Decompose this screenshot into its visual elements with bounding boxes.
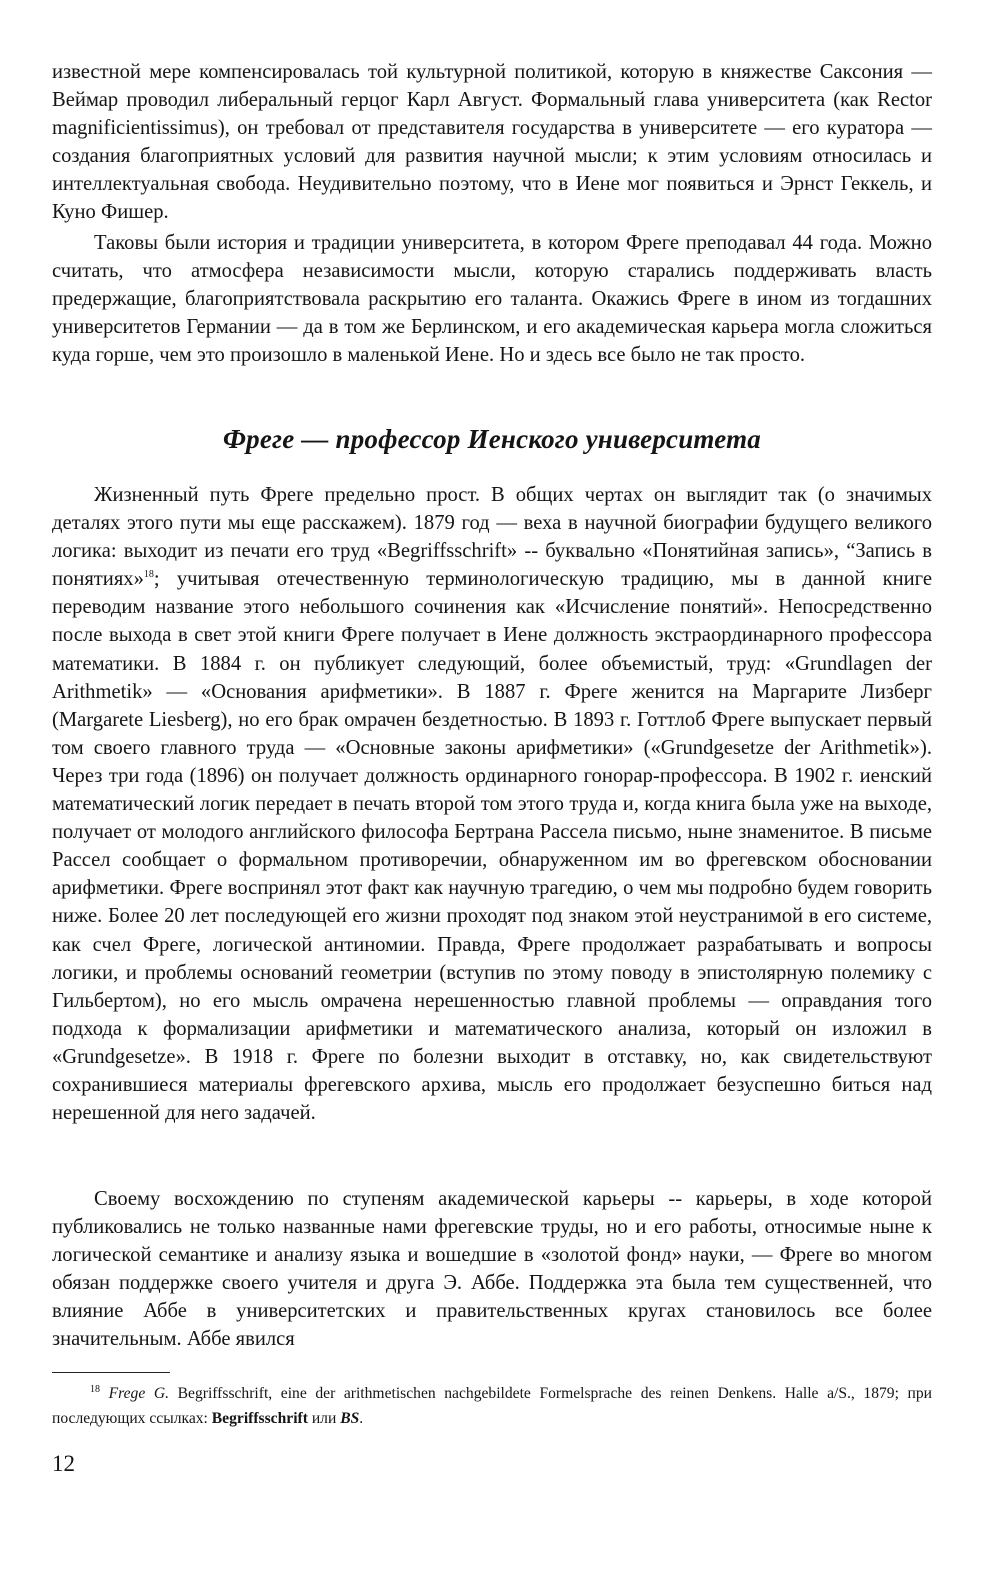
footnote-citation: Begriffsschrift, eine der arithmetischen nachgebildete Formelsprache des reinen Denkens. Halle a/S., 1879; при последующих ссылках: (52, 1385, 933, 1427)
footnote-abbreviation: BS (340, 1410, 360, 1427)
paragraph-life-start: Жизненный путь Фреге предельно прост. В общих чертах он выглядит так (о значимых деталях этого пути мы еще расскажем). 1879 год — веха в научной биографии будущего великого логика: выходит из печати его труд «Begriffsschrift» -- буквально «Понятийная запись», “Запись в понятиях» (52, 484, 932, 591)
paragraph-life (52, 481, 932, 1127)
footnote-end: . (359, 1410, 364, 1427)
footnote-marker: 18 (90, 1383, 100, 1395)
footnote-author: Frege G. (108, 1385, 170, 1402)
footnote-short-title: Begriffsschrift (211, 1410, 308, 1427)
page-number: 12 (52, 1451, 75, 1476)
paragraph-career: Своему восхождению по ступеням академической карьеры -- карьеры, в ходе которой публиковались не только названные нами фрегевские труды, но и его работы, относимые ныне к логической семантике и анализу языка и вошедшие в «золотой фонд» науки, — Фреге во многом обязан поддержке своего учителя и друга Э. Аббе. Поддержка эта была тем существенней, что влияние Аббе в университетских и правительственных кругах становилось все более значительным. Аббе явился (52, 1188, 932, 1351)
paragraph-tradition: Таковы были история и традиции университета, в котором Фреге преподавал 44 года. Можно считать, что атмосфера независимости мысли, которую старались поддерживать власть предержащие, благоприятствовала раскрытию его таланта. Окажись Фреге в ином из тогдашних университетов Германии — да в том же Берлинском, и его академическая карьера могла сложиться куда горше, чем это произошло в маленькой Иене. Но и здесь все было не так просто. (52, 232, 932, 367)
paragraph-intro: известной мере компенсировалась той культурной политикой, которую в княжестве Саксония — Веймар проводил либеральный герцог Карл Август. Формальный глава университета (как Rector magnificientissimus), он требовал от представителя государства в университете — его куратора — создания благоприятных условий для развития научной мысли; к этим условиям относилась и интеллектуальная свобода. Неудивительно поэтому, что в Иене мог появиться и Эрнст Геккель, и Куно Фишер. (52, 61, 932, 224)
footnote-reference: 18 (143, 569, 154, 581)
footnote-conjunction: или (307, 1410, 341, 1427)
paragraph-life-rest: ; учитывая отечественную терминологическую традицию, мы в данной книге переводим название этого небольшого сочинения как «Исчисление понятий». Непосредственно после выхода в свет этой книги Фреге получает в Иене должность экстраординарного профессора математики. В 1884 г. он публикует следующий, более объемистый, труд: «Grundlagen der Arithmetik» — «Основания арифметики». В 1887 г. Фреге женится на Маргарите Лизберг (Margarete Liesberg), но его брак омрачен бездетностью. В 1893 г. Готтлоб Фреге выпускает первый том своего главного труда — «Основные законы арифметики» («Grundgesetze der Arithmetik»). Через три года (1896) он получает должность ординарного гонорар-профессора. В 1902 г. иенский математический логик передает в печать второй том этого труда и, когда книга была уже на выходе, получает от молодого английского философа Бертрана Рассела письмо, ныне знаменитое. В письме Рассел сообщает о формальном противоречии, обнаруженном им во фрегевском обосновании арифметики. Фреге воспринял этот факт как научную трагедию, о чем мы подробно будем говорить ниже. Более 20 лет последующей его жизни проходят под знаком этой неустранимой в его системе, как счел Фреге, логической антиномии. Правда, Фреге продолжает разрабатывать и вопросы логики, и проблемы оснований геометрии (вступив по этому поводу в эпистолярную полемику с Гильбертом), но его мысль омрачена нерешенностью главной проблемы — оправдания того подхода к формализации арифметики и математического анализа, который он изложил в «Grundgesetze». В 1918 г. Фреге по болезни выходит в отставку, но, как свидетельствуют сохранившиеся материалы фрегевского архива, мысль его продолжает безуспешно биться над нерешенной для него задачей. (52, 568, 932, 1125)
footnote (52, 1381, 932, 1431)
footnote-divider (52, 1372, 170, 1373)
section-heading: Фреге — профессор Иенского университета (222, 424, 762, 454)
